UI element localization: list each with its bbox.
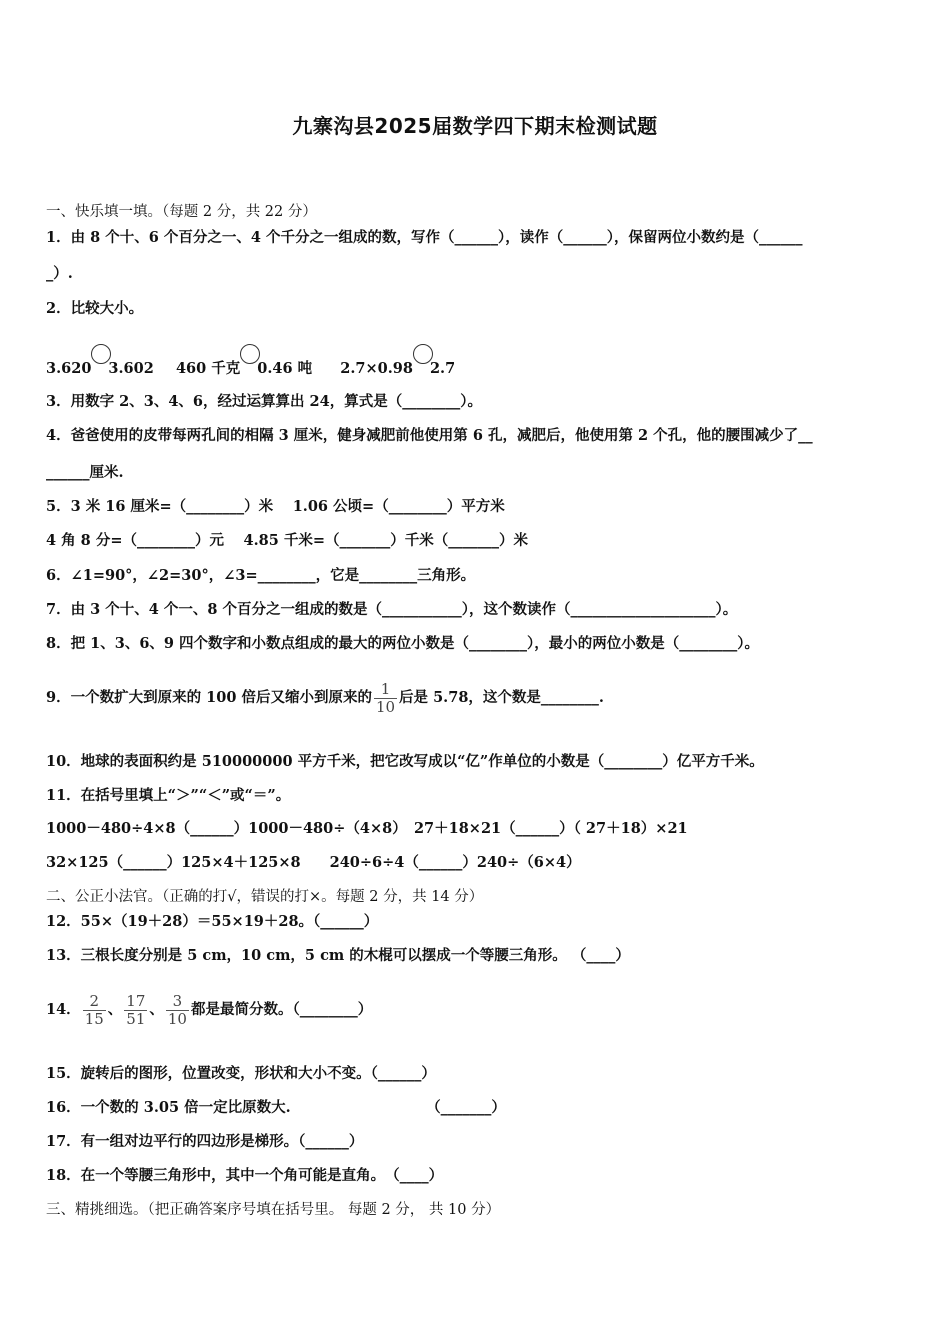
- compare-b-right: 0.46 吨: [257, 360, 313, 377]
- page-title: 九寨沟县2025届数学四下期末检测试题: [292, 114, 658, 138]
- question-5-line-2: 4 角 8 分=（________）元 4.85 千米=（_______）千米（_______）米: [46, 532, 529, 549]
- question-16: 16．一个数的 3.05 倍一定比原数大. （_______）: [46, 1099, 506, 1116]
- fraction-one-tenth: [374, 681, 397, 716]
- question-14: [46, 980, 372, 1040]
- question-8: 8．把 1、3、6、9 四个数字和小数点组成的最大的两位小数是（________），最小的两位小数是（________）。: [46, 635, 760, 652]
- separator: 、: [149, 1001, 164, 1018]
- question-9: [46, 668, 604, 728]
- compare-c-left: 2.7×0.98: [340, 360, 413, 377]
- question-1-line-1: 1．由 8 个十、6 个百分之一、4 个千分之一组成的数，写作（______），读作（______），保留两位小数约是（______: [46, 229, 803, 246]
- question-11-row-1: 1000－480÷4×8（______）1000－480÷（4×8） 27＋18×21（______）（ 27＋18）×21: [46, 820, 688, 837]
- fraction-denominator: 15: [84, 1009, 104, 1028]
- question-14-tail: 都是最简分数。（________）: [190, 1001, 373, 1018]
- question-4-line-2: ______厘米.: [46, 464, 124, 481]
- compare-c-right: 2.7: [429, 360, 456, 377]
- question-9-text: 9．一个数扩大到原来的 100 倍后又缩小到原来的: [46, 689, 372, 706]
- question-3: 3．用数字 2、3、4、6，经过运算算出 24，算式是（________）。: [46, 393, 482, 410]
- section-heading-2: 二、公正小法官。（正确的打√，错误的打×。每题 2 分，共 14 分）: [46, 889, 484, 905]
- fraction-numerator: 2: [83, 993, 106, 1011]
- fraction-numerator: 1: [374, 681, 397, 699]
- fraction-3-10: [166, 993, 189, 1028]
- question-11-row-2: 32×125（______）125×4＋125×8 240÷6÷4（______）240÷（6×4）: [46, 854, 581, 871]
- fraction-numerator: 3: [166, 993, 189, 1011]
- section-heading-1: 一、快乐填一填。（每题 2 分，共 22 分）: [46, 204, 317, 220]
- question-12: 12．55×（19＋28）＝55×19＋28。（______）: [46, 913, 379, 930]
- question-7: 7．由 3 个十、4 个一、8 个百分之一组成的数是（___________），这个数读作（____________________）。: [46, 601, 738, 618]
- question-18: 18．在一个等腰三角形中，其中一个角可能是直角。 （____）: [46, 1167, 444, 1184]
- fraction-denominator: 10: [375, 697, 396, 716]
- question-11: 11．在括号里填上“＞”“＜”或“＝”。: [46, 787, 291, 804]
- question-1-line-2: _）.: [46, 265, 73, 282]
- fraction-17-51: [124, 993, 147, 1028]
- question-10: 10．地球的表面积约是 510000000 平方千米，把它改写成以“亿”作单位的小数是（________）亿平方千米。: [46, 753, 764, 770]
- compare-b-left: 460 千克: [175, 360, 241, 377]
- question-5-line-1: 5．3 米 16 厘米=（________）米 1.06 公顷=（________）平方米: [46, 498, 505, 515]
- compare-a-left: 3.620: [46, 360, 92, 377]
- question-2: 2．比较大小。: [46, 300, 144, 317]
- question-2-compare-row: [46, 344, 455, 379]
- question-17: 17．有一组对边平行的四边形是梯形。（______）: [46, 1133, 364, 1150]
- compare-a-right: 3.602: [108, 360, 154, 377]
- question-9-tail: 后是 5.78，这个数是________.: [399, 689, 604, 706]
- fraction-denominator: 51: [126, 1009, 146, 1028]
- question-13: 13．三根长度分别是 5 cm，10 cm，5 cm 的木棍可以摆成一个等腰三角形。 （____）: [46, 947, 630, 964]
- section-heading-3: 三、精挑细选。（把正确答案序号填在括号里。 每题 2 分， 共 10 分）: [46, 1202, 501, 1218]
- fraction-denominator: 10: [167, 1009, 187, 1028]
- question-15: 15．旋转后的图形，位置改变，形状和大小不变。（______）: [46, 1065, 436, 1082]
- question-14-number: 14．: [46, 1001, 81, 1018]
- fraction-2-15: [83, 993, 106, 1028]
- fraction-numerator: 17: [126, 991, 146, 1010]
- question-6: 6．∠1=90°，∠2=30°，∠3=________，它是________三角形。: [46, 567, 476, 584]
- question-4-line-1: 4．爸爸使用的皮带每两孔间的相隔 3 厘米，健身减肥前他使用第 6 孔，减肥后，他使用第 2 个孔，他的腰围减少了__: [46, 427, 813, 444]
- separator: 、: [107, 1001, 123, 1018]
